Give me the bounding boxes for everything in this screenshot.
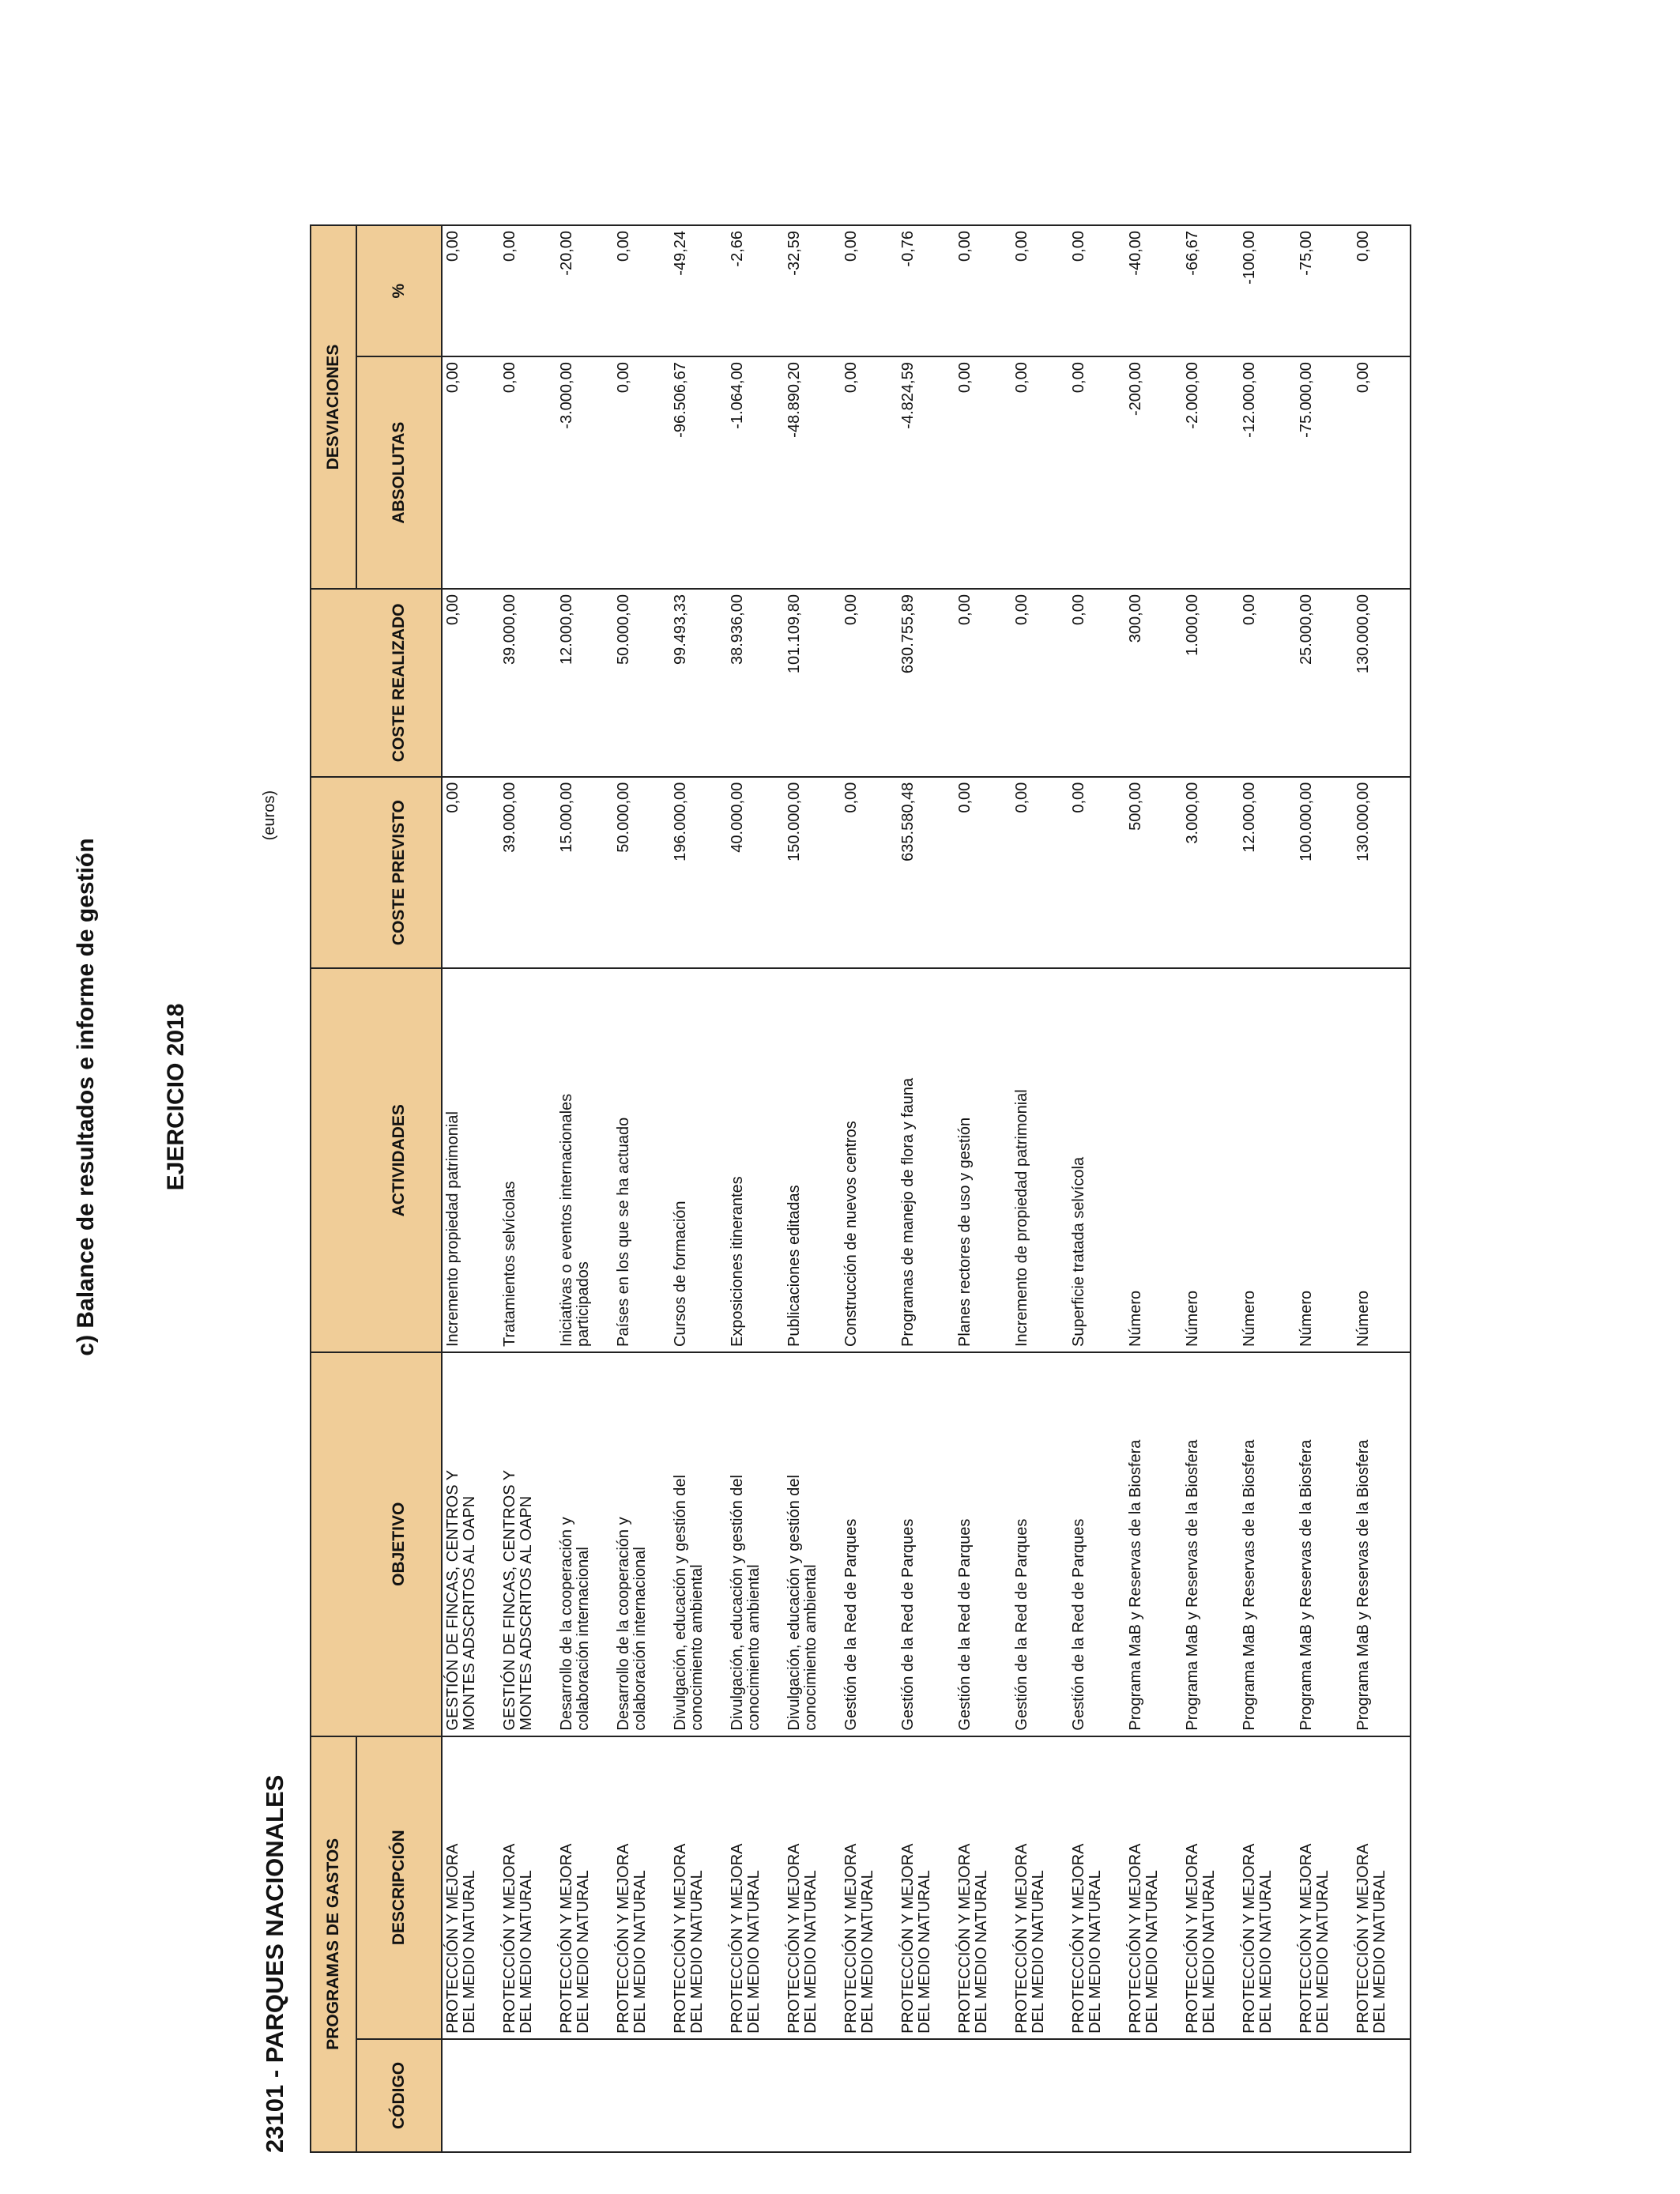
- cell-descripcion: PROTECCIÓN Y MEJORA DEL MEDIO NATURAL: [670, 1736, 727, 2039]
- cell-coste-previsto: 150.000,00: [784, 777, 841, 969]
- cell-coste-previsto: 12.000,00: [1239, 777, 1296, 969]
- cell-porcentaje: 0,00: [1353, 225, 1411, 356]
- cell-codigo: [499, 2039, 556, 2152]
- cell-codigo: [442, 2039, 499, 2152]
- cell-coste-realizado: 130.000,00: [1353, 589, 1411, 777]
- cell-coste-previsto: 196.000,00: [670, 777, 727, 969]
- document-title: c) Balance de resultados e informe de gestión: [73, 838, 99, 1356]
- cell-descripcion: PROTECCIÓN Y MEJORA DEL MEDIO NATURAL: [1125, 1736, 1182, 2039]
- cell-actividad: Cursos de formación: [670, 968, 727, 1352]
- cell-objetivo: Programa MaB y Reservas de la Biosfera: [1182, 1352, 1239, 1736]
- cell-codigo: [1068, 2039, 1125, 2152]
- cell-absolutas: 0,00: [613, 356, 670, 589]
- cell-codigo: [898, 2039, 955, 2152]
- cell-coste-realizado: 0,00: [442, 589, 499, 777]
- cell-coste-previsto: 39.000,00: [499, 777, 556, 969]
- cell-objetivo: GESTIÓN DE FINCAS, CENTROS Y MONTES ADSCRITOS AL OAPN: [499, 1352, 556, 1736]
- cell-coste-realizado: 0,00: [1068, 589, 1125, 777]
- cell-objetivo: Desarrollo de la cooperación y colaboración internacional: [613, 1352, 670, 1736]
- col-header-codigo: CÓDIGO: [356, 2039, 442, 2152]
- cell-actividad: Iniciativas o eventos internacionales participados: [556, 968, 613, 1352]
- cell-coste-previsto: 0,00: [1011, 777, 1068, 969]
- cell-codigo: [1182, 2039, 1239, 2152]
- results-table: [310, 224, 1411, 2153]
- cell-coste-realizado: 12.000,00: [556, 589, 613, 777]
- cell-descripcion: PROTECCIÓN Y MEJORA DEL MEDIO NATURAL: [442, 1736, 499, 2039]
- cell-absolutas: -96.506,67: [670, 356, 727, 589]
- cell-coste-realizado: 1.000,00: [1182, 589, 1239, 777]
- cell-descripcion: PROTECCIÓN Y MEJORA DEL MEDIO NATURAL: [499, 1736, 556, 2039]
- table-row: [1011, 225, 1068, 2152]
- cell-coste-previsto: 0,00: [841, 777, 898, 969]
- cell-objetivo: Desarrollo de la cooperación y colaboración internacional: [556, 1352, 613, 1736]
- cell-codigo: [1125, 2039, 1182, 2152]
- cell-actividad: Número: [1353, 968, 1411, 1352]
- cell-actividad: Número: [1296, 968, 1353, 1352]
- table-row: [1125, 225, 1182, 2152]
- table-row: [727, 225, 784, 2152]
- cell-descripcion: PROTECCIÓN Y MEJORA DEL MEDIO NATURAL: [1011, 1736, 1068, 2039]
- cell-codigo: [841, 2039, 898, 2152]
- cell-porcentaje: -20,00: [556, 225, 613, 356]
- cell-coste-previsto: 40.000,00: [727, 777, 784, 969]
- cell-objetivo: Gestión de la Red de Parques: [898, 1352, 955, 1736]
- table-row: [670, 225, 727, 2152]
- cell-objetivo: Programa MaB y Reservas de la Biosfera: [1353, 1352, 1411, 1736]
- cell-codigo: [955, 2039, 1011, 2152]
- table-row: [1296, 225, 1353, 2152]
- cell-absolutas: -48.890,20: [784, 356, 841, 589]
- cell-descripcion: PROTECCIÓN Y MEJORA DEL MEDIO NATURAL: [1296, 1736, 1353, 2039]
- cell-coste-realizado: 630.755,89: [898, 589, 955, 777]
- section-title: 23101 - PARQUES NACIONALES: [261, 1774, 288, 2153]
- units-label: (euros): [261, 790, 278, 841]
- cell-objetivo: Divulgación, educación y gestión del conocimiento ambiental: [727, 1352, 784, 1736]
- cell-actividad: Número: [1182, 968, 1239, 1352]
- cell-porcentaje: -0,76: [898, 225, 955, 356]
- cell-porcentaje: 0,00: [613, 225, 670, 356]
- cell-porcentaje: -66,67: [1182, 225, 1239, 356]
- cell-actividad: Número: [1239, 968, 1296, 1352]
- cell-absolutas: 0,00: [442, 356, 499, 589]
- cell-absolutas: -1.064,00: [727, 356, 784, 589]
- cell-absolutas: 0,00: [1353, 356, 1411, 589]
- cell-descripcion: PROTECCIÓN Y MEJORA DEL MEDIO NATURAL: [613, 1736, 670, 2039]
- cell-coste-previsto: 100.000,00: [1296, 777, 1353, 969]
- cell-absolutas: 0,00: [1068, 356, 1125, 589]
- cell-coste-realizado: 39.000,00: [499, 589, 556, 777]
- cell-actividad: Incremento de propiedad patrimonial: [1011, 968, 1068, 1352]
- table-row: [898, 225, 955, 2152]
- col-header-absolutas: ABSOLUTAS: [356, 356, 442, 589]
- cell-descripcion: PROTECCIÓN Y MEJORA DEL MEDIO NATURAL: [841, 1736, 898, 2039]
- cell-coste-realizado: 0,00: [841, 589, 898, 777]
- cell-actividad: Construcción de nuevos centros: [841, 968, 898, 1352]
- cell-coste-realizado: 300,00: [1125, 589, 1182, 777]
- table-row: [1353, 225, 1411, 2152]
- cell-codigo: [670, 2039, 727, 2152]
- cell-absolutas: 0,00: [499, 356, 556, 589]
- cell-actividad: Países en los que se ha actuado: [613, 968, 670, 1352]
- cell-absolutas: 0,00: [955, 356, 1011, 589]
- cell-objetivo: Divulgación, educación y gestión del conocimiento ambiental: [670, 1352, 727, 1736]
- cell-coste-previsto: 0,00: [955, 777, 1011, 969]
- cell-codigo: [613, 2039, 670, 2152]
- cell-porcentaje: -2,66: [727, 225, 784, 356]
- cell-porcentaje: -100,00: [1239, 225, 1296, 356]
- cell-descripcion: PROTECCIÓN Y MEJORA DEL MEDIO NATURAL: [784, 1736, 841, 2039]
- cell-descripcion: PROTECCIÓN Y MEJORA DEL MEDIO NATURAL: [955, 1736, 1011, 2039]
- col-header-actividades: ACTIVIDADES: [356, 968, 442, 1352]
- col-header-porcentaje: %: [356, 225, 442, 356]
- cell-coste-realizado: 25.000,00: [1296, 589, 1353, 777]
- cell-objetivo: GESTIÓN DE FINCAS, CENTROS Y MONTES ADSCRITOS AL OAPN: [442, 1352, 499, 1736]
- cell-absolutas: -12.000,00: [1239, 356, 1296, 589]
- group-header-desviaciones: DESVIACIONES: [311, 225, 356, 589]
- cell-coste-realizado: 0,00: [1239, 589, 1296, 777]
- cell-codigo: [1239, 2039, 1296, 2152]
- table-row: [442, 225, 499, 2152]
- cell-descripcion: PROTECCIÓN Y MEJORA DEL MEDIO NATURAL: [898, 1736, 955, 2039]
- table-row: [556, 225, 613, 2152]
- cell-porcentaje: -49,24: [670, 225, 727, 356]
- cell-porcentaje: 0,00: [955, 225, 1011, 356]
- cell-absolutas: 0,00: [1011, 356, 1068, 589]
- col-header-objetivo: OBJETIVO: [356, 1352, 442, 1736]
- cell-codigo: [784, 2039, 841, 2152]
- cell-absolutas: -3.000,00: [556, 356, 613, 589]
- cell-porcentaje: 0,00: [841, 225, 898, 356]
- table-row: [1239, 225, 1296, 2152]
- cell-porcentaje: 0,00: [1011, 225, 1068, 356]
- cell-coste-previsto: 3.000,00: [1182, 777, 1239, 969]
- cell-objetivo: Gestión de la Red de Parques: [1011, 1352, 1068, 1736]
- cell-absolutas: -200,00: [1125, 356, 1182, 589]
- table-row: [955, 225, 1011, 2152]
- cell-coste-previsto: 635.580,48: [898, 777, 955, 969]
- col-header-descripcion: DESCRIPCIÓN: [356, 1736, 442, 2039]
- cell-porcentaje: -75,00: [1296, 225, 1353, 356]
- cell-porcentaje: -32,59: [784, 225, 841, 356]
- cell-descripcion: PROTECCIÓN Y MEJORA DEL MEDIO NATURAL: [1068, 1736, 1125, 2039]
- cell-porcentaje: 0,00: [1068, 225, 1125, 356]
- cell-codigo: [1011, 2039, 1068, 2152]
- cell-absolutas: 0,00: [841, 356, 898, 589]
- cell-codigo: [1353, 2039, 1411, 2152]
- cell-coste-realizado: 0,00: [1011, 589, 1068, 777]
- cell-coste-realizado: 38.936,00: [727, 589, 784, 777]
- table-row: [613, 225, 670, 2152]
- table-row: [499, 225, 556, 2152]
- cell-porcentaje: 0,00: [442, 225, 499, 356]
- cell-objetivo: Programa MaB y Reservas de la Biosfera: [1296, 1352, 1353, 1736]
- cell-coste-previsto: 15.000,00: [556, 777, 613, 969]
- cell-porcentaje: -40,00: [1125, 225, 1182, 356]
- cell-actividad: Tratamientos selvícolas: [499, 968, 556, 1352]
- cell-absolutas: -2.000,00: [1182, 356, 1239, 589]
- group-header-programas: PROGRAMAS DE GASTOS: [311, 1736, 356, 2152]
- cell-coste-previsto: 0,00: [1068, 777, 1125, 969]
- cell-actividad: Incremento propiedad patrimonial: [442, 968, 499, 1352]
- cell-porcentaje: 0,00: [499, 225, 556, 356]
- cell-coste-realizado: 101.109,80: [784, 589, 841, 777]
- cell-coste-previsto: 0,00: [442, 777, 499, 969]
- cell-actividad: Exposiciones itinerantes: [727, 968, 784, 1352]
- cell-actividad: Publicaciones editadas: [784, 968, 841, 1352]
- cell-objetivo: Divulgación, educación y gestión del conocimiento ambiental: [784, 1352, 841, 1736]
- table-row: [784, 225, 841, 2152]
- cell-coste-realizado: 50.000,00: [613, 589, 670, 777]
- cell-actividad: Planes rectores de uso y gestión: [955, 968, 1011, 1352]
- table-row: [1182, 225, 1239, 2152]
- col-header-coste-realizado: COSTE REALIZADO: [356, 589, 442, 777]
- table-row: [1068, 225, 1125, 2152]
- cell-absolutas: -4.824,59: [898, 356, 955, 589]
- cell-objetivo: Gestión de la Red de Parques: [1068, 1352, 1125, 1736]
- cell-descripcion: PROTECCIÓN Y MEJORA DEL MEDIO NATURAL: [1239, 1736, 1296, 2039]
- cell-descripcion: PROTECCIÓN Y MEJORA DEL MEDIO NATURAL: [1182, 1736, 1239, 2039]
- cell-codigo: [556, 2039, 613, 2152]
- cell-coste-realizado: 0,00: [955, 589, 1011, 777]
- cell-actividad: Superficie tratada selvícola: [1068, 968, 1125, 1352]
- cell-objetivo: Gestión de la Red de Parques: [955, 1352, 1011, 1736]
- cell-coste-previsto: 50.000,00: [613, 777, 670, 969]
- cell-objetivo: Programa MaB y Reservas de la Biosfera: [1239, 1352, 1296, 1736]
- exercise-year: EJERCICIO 2018: [163, 1003, 189, 1191]
- cell-objetivo: Programa MaB y Reservas de la Biosfera: [1125, 1352, 1182, 1736]
- cell-actividad: Número: [1125, 968, 1182, 1352]
- cell-descripcion: PROTECCIÓN Y MEJORA DEL MEDIO NATURAL: [727, 1736, 784, 2039]
- cell-codigo: [727, 2039, 784, 2152]
- cell-descripcion: PROTECCIÓN Y MEJORA DEL MEDIO NATURAL: [1353, 1736, 1411, 2039]
- cell-descripcion: PROTECCIÓN Y MEJORA DEL MEDIO NATURAL: [556, 1736, 613, 2039]
- cell-absolutas: -75.000,00: [1296, 356, 1353, 589]
- cell-objetivo: Gestión de la Red de Parques: [841, 1352, 898, 1736]
- col-header-coste-previsto: COSTE PREVISTO: [356, 777, 442, 969]
- cell-codigo: [1296, 2039, 1353, 2152]
- cell-coste-previsto: 130.000,00: [1353, 777, 1411, 969]
- cell-coste-previsto: 500,00: [1125, 777, 1182, 969]
- cell-actividad: Programas de manejo de flora y fauna: [898, 968, 955, 1352]
- cell-coste-realizado: 99.493,33: [670, 589, 727, 777]
- table-row: [841, 225, 898, 2152]
- table-body: [442, 225, 1411, 2152]
